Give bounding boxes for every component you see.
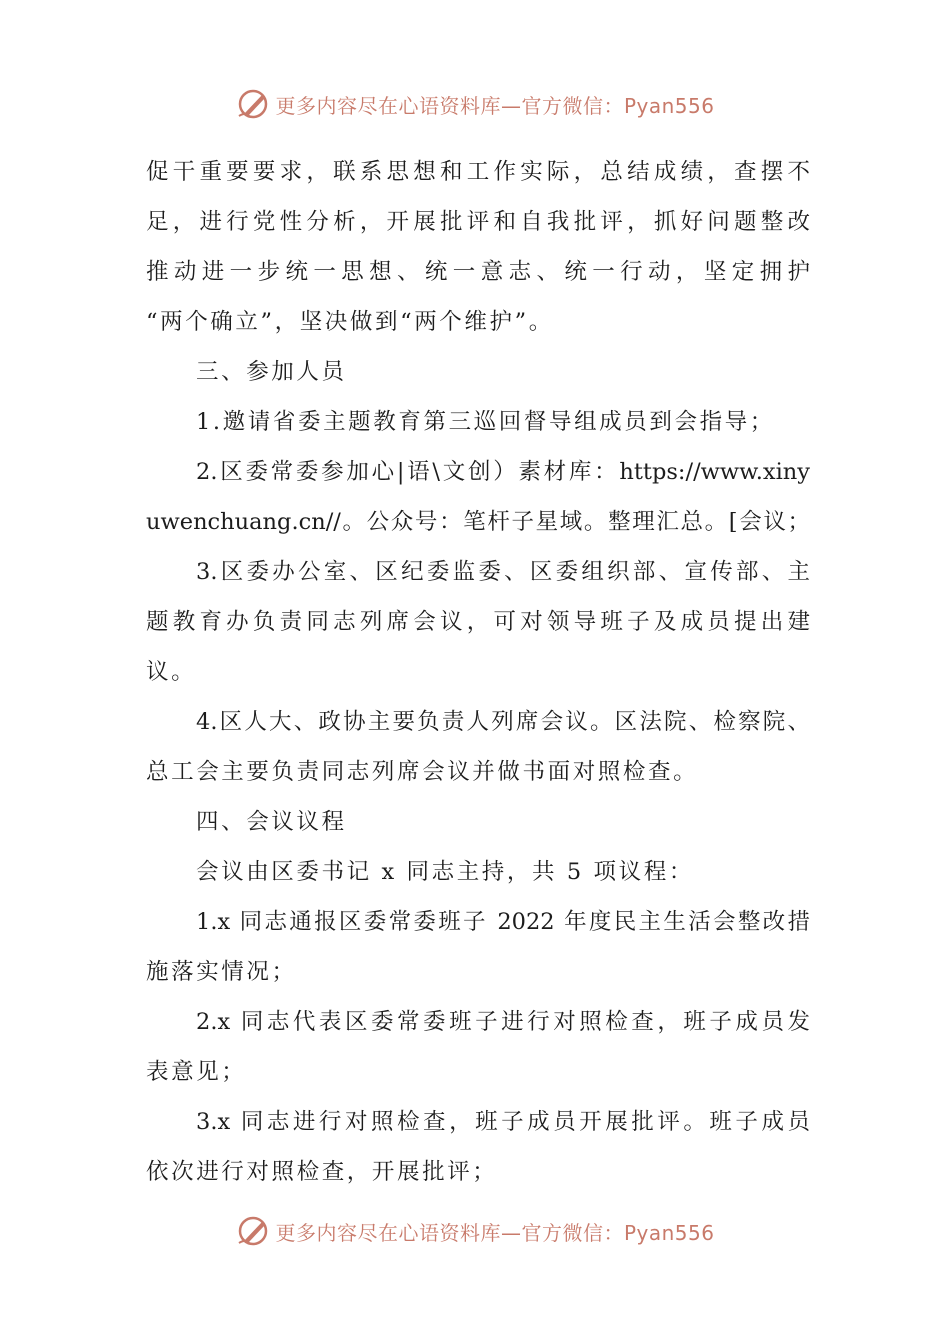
- text-line: 2.x 同志代表区委常委班子进行对照检查，班子成员发: [196, 1009, 810, 1035]
- watermark-text: 更多内容尽在心语资料库—官方微信：Pyan556: [275, 93, 715, 118]
- text-line: 2.区委常委参加心|语\文创）素材库：https://www.xiny: [196, 459, 810, 485]
- text-line: 1.邀请省委主题教育第三巡回督导组成员到会指导；: [196, 409, 775, 435]
- quill-pen-logo-icon: [235, 1213, 271, 1249]
- text-line: 题教育办负责同志列席会议，可对领导班子及成员提出建: [146, 609, 810, 635]
- text-line: 会议由区委书记 x 同志主持，共 5 项议程：: [196, 859, 694, 885]
- text-line: 依次进行对照检查，开展批评；: [146, 1159, 498, 1185]
- text-line: 4.区人大、政协主要负责人列席会议。区法院、检察院、: [196, 709, 810, 735]
- text-line: 表意见；: [146, 1059, 247, 1085]
- footer-watermark: [0, 1211, 950, 1251]
- text-line: “两个确立”，坚决做到“两个维护”。: [146, 309, 554, 335]
- text-line: 施落实情况；: [146, 959, 297, 985]
- text-line: 推动进一步统一思想、统一意志、统一行动，坚定拥护: [146, 259, 810, 285]
- header-watermark: [0, 84, 950, 124]
- text-line: 促干重要要求，联系思想和工作实际，总结成绩，查摆不: [146, 159, 810, 185]
- text-line: 足，进行党性分析，开展批评和自我批评，抓好问题整改: [146, 209, 810, 235]
- watermark-text: 更多内容尽在心语资料库—官方微信：Pyan556: [275, 1220, 715, 1245]
- text-line: 四、会议议程: [196, 809, 347, 835]
- text-line: 3.x 同志进行对照检查，班子成员开展批评。班子成员: [196, 1109, 810, 1135]
- text-line: 1.x 同志通报区委常委班子 2022 年度民主生活会整改措: [196, 909, 810, 935]
- text-line: 议。: [146, 659, 197, 685]
- quill-pen-logo-icon: [235, 86, 271, 122]
- document-body: [146, 147, 810, 1197]
- text-line: 三、参加人员: [196, 359, 347, 385]
- text-line: uwenchuang.cn//。公众号：笔杆子星域。整理汇总。[会议；: [146, 509, 810, 535]
- text-line: 总工会主要负责同志列席会议并做书面对照检查。: [146, 759, 699, 785]
- text-line: 3.区委办公室、区纪委监委、区委组织部、宣传部、主: [196, 559, 810, 585]
